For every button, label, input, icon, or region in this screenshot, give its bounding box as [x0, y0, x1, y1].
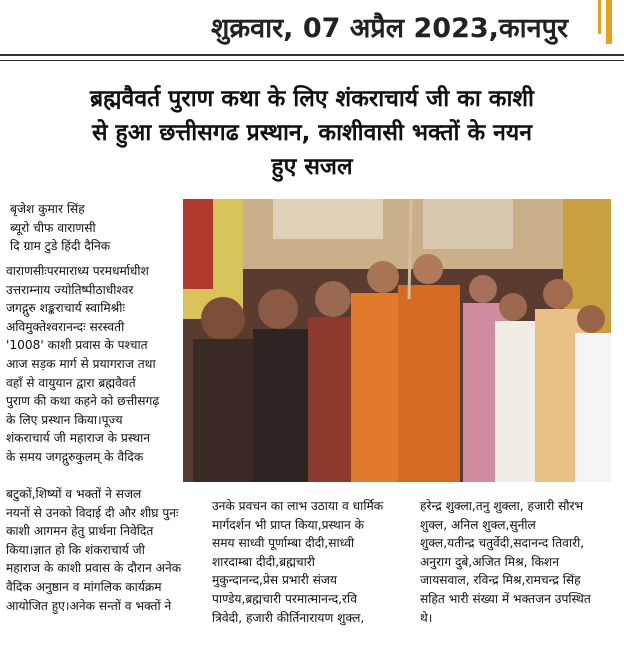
- column-1-line: के लिए प्रस्थान किया।पूज्य: [6, 412, 123, 427]
- article-column-3: [420, 497, 618, 627]
- column-2-line: मार्गदर्शन भी प्राप्त किया,प्रस्थान के: [212, 517, 364, 532]
- article-column-1-bottom: [6, 485, 202, 615]
- column-3-line: सहित भारी संख्या में भक्तजन उपस्थित: [420, 591, 591, 606]
- column-1-line: किया।ज्ञात हो कि शंकराचार्य जी: [6, 542, 145, 557]
- column-1-line: अविमुक्तेश्वरानन्दः सरस्वती: [6, 319, 125, 334]
- column-1-line: पुराण की कथा कहने को छत्तीसगढ़: [6, 394, 160, 409]
- accent-bar-thin: [598, 0, 601, 34]
- column-1-line: आयोजित हुए।अनेक सन्तों व भक्तों ने: [6, 598, 172, 613]
- column-2-line: उनके प्रवचन का लाभ उठाया व धार्मिक: [212, 499, 384, 513]
- news-photo: [183, 199, 611, 482]
- dateline-header: [0, 0, 624, 54]
- news-photo-illustration: [183, 199, 611, 482]
- article-column-2: [212, 497, 410, 627]
- accent-bar: [606, 0, 612, 44]
- column-3-line: शुक्ल, अनिल शुक्ल,सुनील: [420, 517, 536, 532]
- column-2-line: पाण्डेय,ब्रह्मचारी परमात्मानन्द,रवि: [212, 591, 357, 606]
- column-3-line: अनुराग दुबे,अजित मिश्र, किशन: [420, 554, 559, 569]
- column-1-line: वहाँ से वायुयान द्वारा ब्रह्मवैवर्त: [6, 375, 136, 390]
- column-2-line: समय साध्वी पूर्णाम्बा दीदी,साध्वी: [212, 536, 355, 551]
- headline-line-1: ब्रह्मवैवर्त पुराण कथा के लिए शंकराचार्य जी का काशी: [89, 86, 535, 112]
- column-1-line: वैदिक अनुष्ठान व मांगलिक कार्यक्रम: [6, 579, 162, 594]
- column-3-line: जायसवाल, रविन्द्र मिश्र,रामचन्द्र सिंह: [420, 573, 581, 588]
- byline-bureau: ब्यूरो चीफ वाराणसी: [10, 220, 96, 235]
- column-1-line: महाराज के काशी प्रवास के दौरान अनेक: [6, 561, 182, 576]
- column-1-line: शंकराचार्य जी महाराज के प्रस्थान: [6, 431, 151, 446]
- byline: [10, 200, 110, 256]
- column-1-line: बटुकों,शिष्यों व भक्तों ने सजल: [6, 487, 142, 501]
- column-1-line: वाराणसीःपरमाराध्य परमधर्माधीश: [6, 264, 149, 278]
- column-1-line: जगद्गुरु शङ्कराचार्य स्वामिश्रीः: [6, 301, 125, 316]
- column-1-line: आज सड़क मार्ग से प्रयागराज तथा: [6, 356, 156, 371]
- top-rule-thin: [0, 60, 624, 61]
- column-1-line: उत्तराम्नाय ज्योतिष्पीठाधीश्वर: [6, 282, 134, 297]
- article-column-1-top: [6, 262, 174, 467]
- column-3-line: शुक्ल,यतीन्द्र चतुर्वेदी,सदानन्द तिवारी,: [420, 536, 585, 551]
- column-2-line: शारदाम्बा दीदी,ब्रह्मचारी: [212, 554, 315, 569]
- dateline-text: शुक्रवार, 07 अप्रैल 2023,कानपुर: [211, 13, 568, 44]
- column-1-line: नयनों से उनको विदाई दी और शीघ्र पुनः: [6, 505, 179, 520]
- column-3-line: थे।: [420, 610, 433, 625]
- column-1-line: काशी आगमन हेतु प्रार्थना निवेदित: [6, 524, 154, 539]
- headline-line-2: से हुआ छत्तीसगढ प्रस्थान, काशीवासी भक्तों के नयन: [91, 120, 533, 146]
- column-3-line: हरेन्द्र शुक्ला,तनु शुक्ला, हजारी सौरभ: [420, 499, 584, 513]
- column-1-line: '1008' काशी प्रवास के पश्चात: [6, 338, 148, 353]
- article-headline: [8, 82, 616, 184]
- byline-paper: दि ग्राम टुडे हिंदी दैनिक: [10, 239, 111, 254]
- column-2-line: मुकुन्दानन्द,प्रेस प्रभारी संजय: [212, 573, 337, 588]
- byline-author: बृजेश कुमार सिंह: [10, 202, 85, 216]
- column-1-line: के समय जगद्गुरुकुलम् के वैदिक: [6, 449, 144, 464]
- column-2-line: त्रिवेदी, हजारी कीर्तिनारायण शुक्ल,: [212, 610, 365, 625]
- top-rule: [0, 54, 624, 56]
- headline-line-3: हुए सजल: [271, 154, 353, 180]
